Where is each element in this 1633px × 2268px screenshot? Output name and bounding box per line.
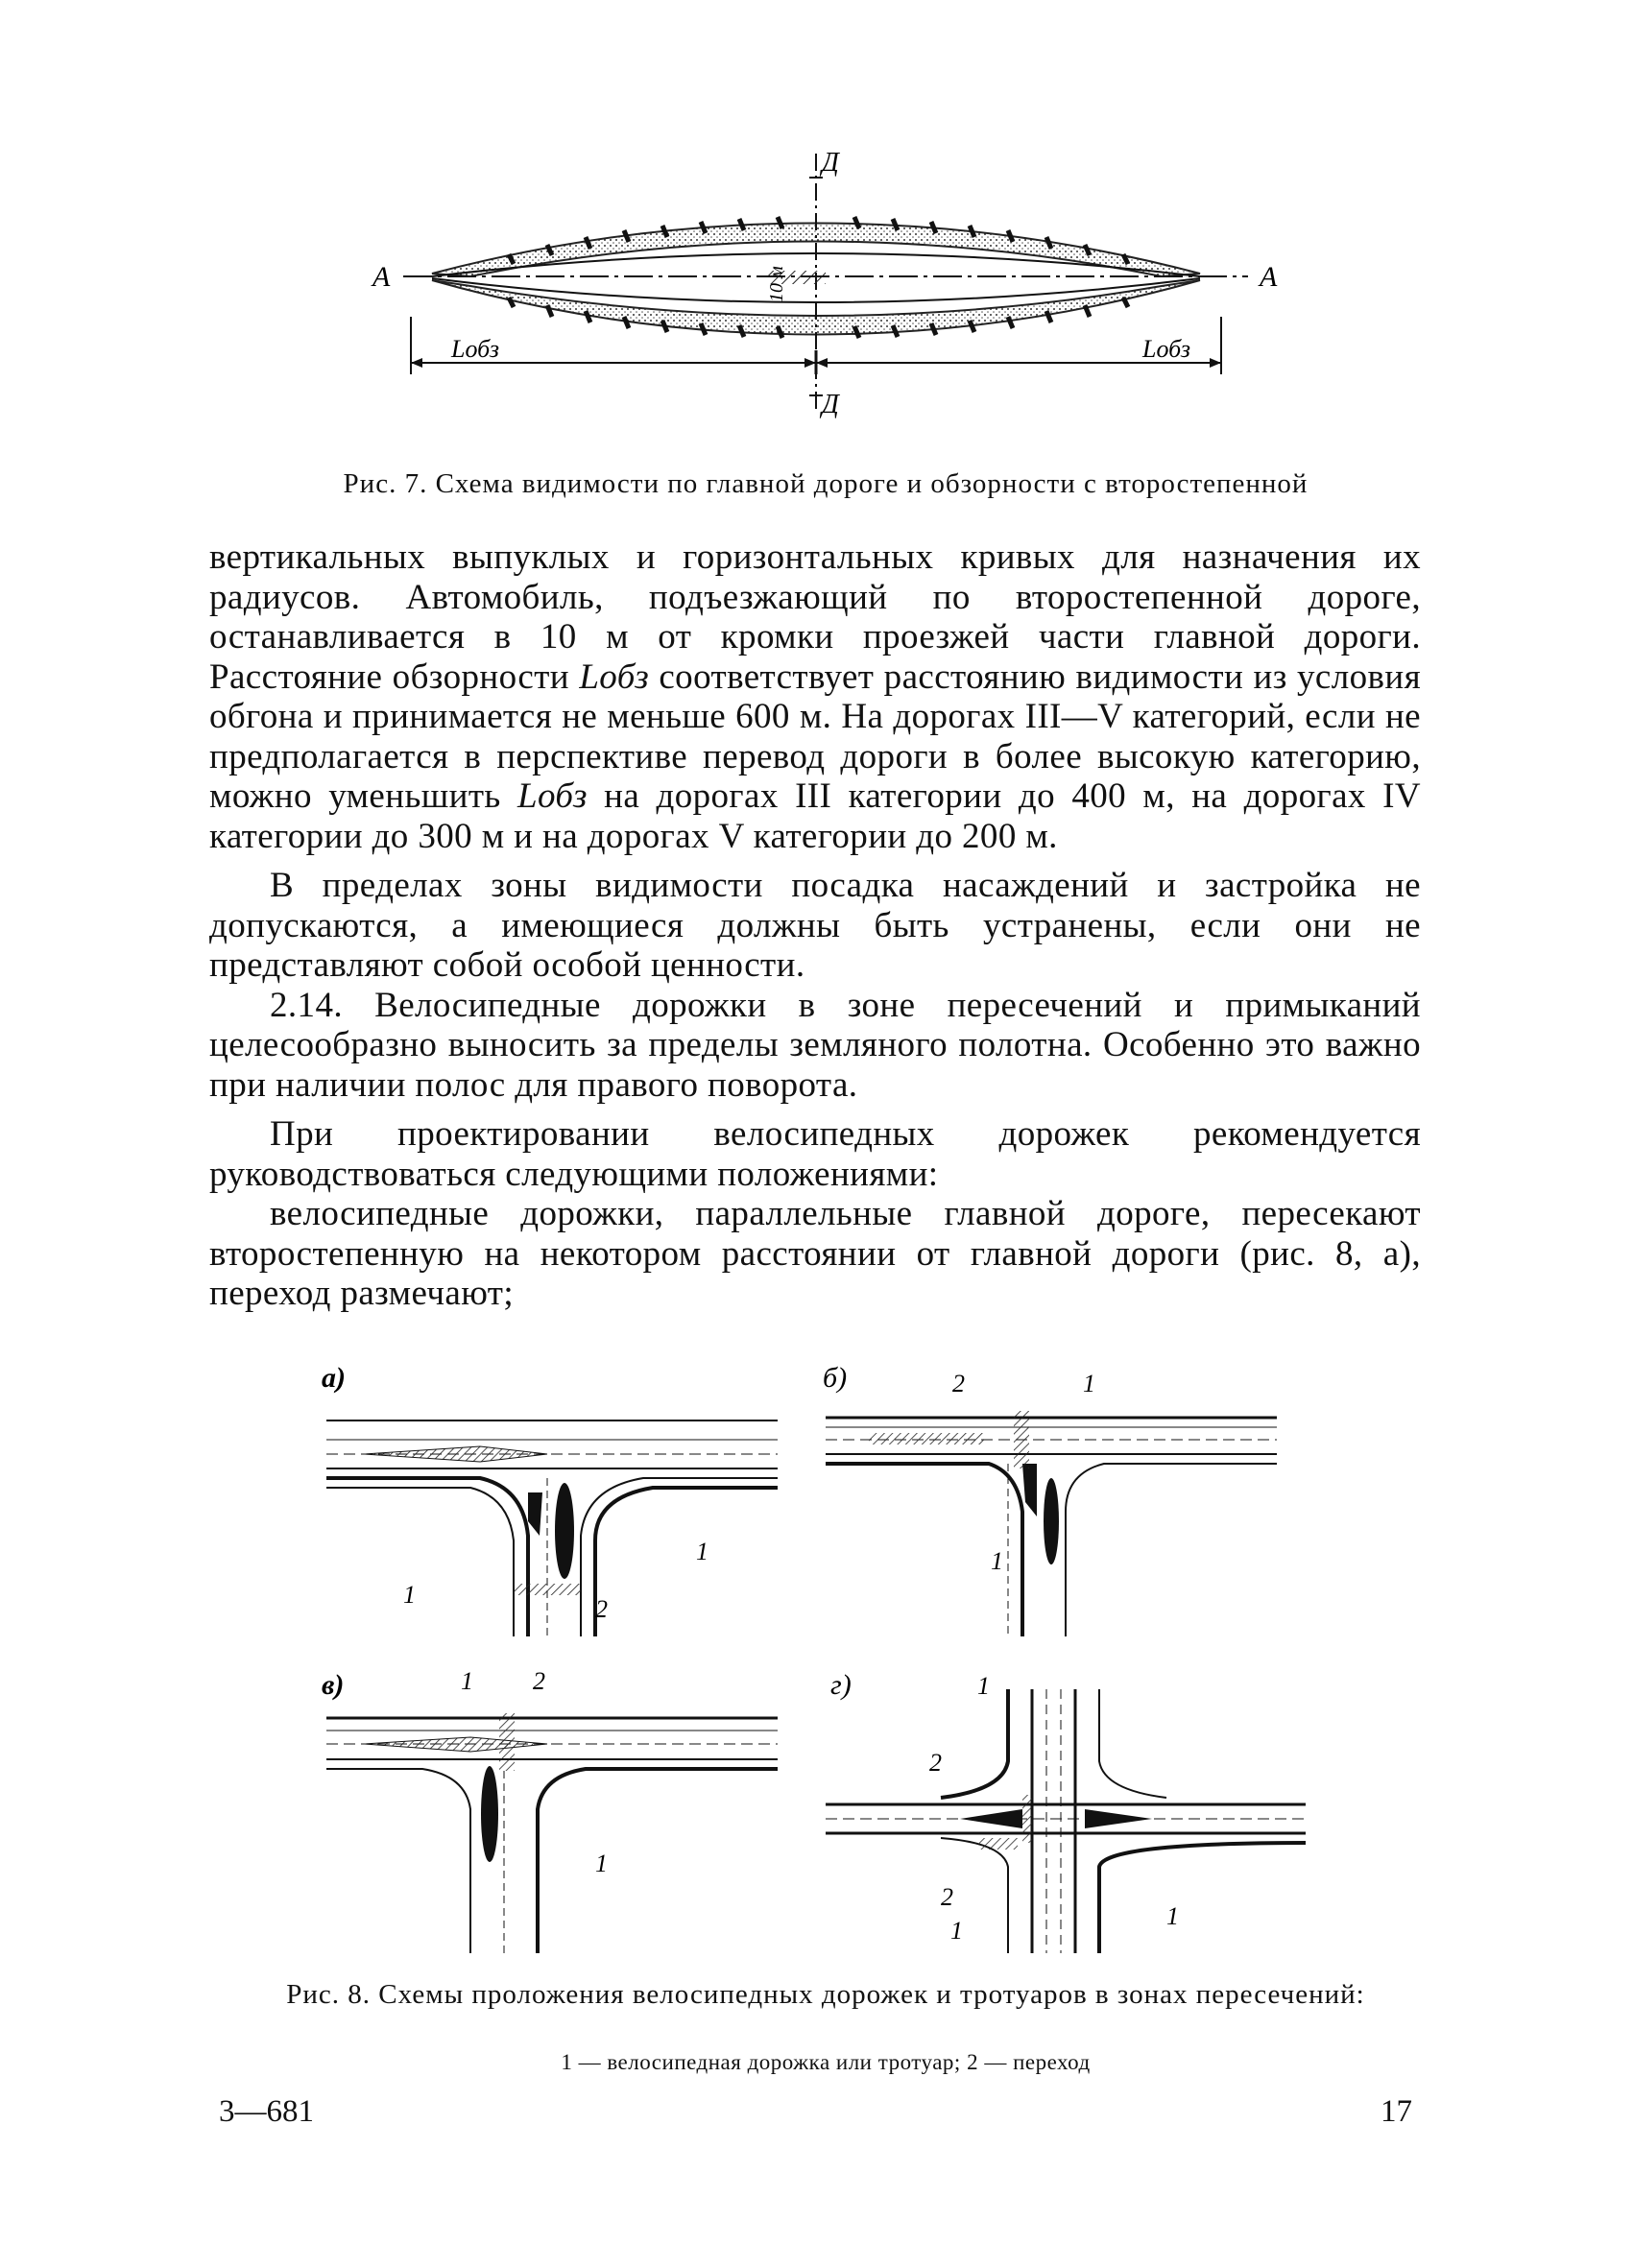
body-text [209,537,1421,1314]
mark-2: 2 [929,1749,942,1777]
label-l-right: Lобз [1142,335,1190,363]
panel-a [322,1362,778,1636]
figure-8-caption: Рис. 8. Схемы проложения велосипедных дорожек и тротуаров в зонах пересечений: [286,1979,1365,2010]
l-obz-formula: Lобз [579,657,650,697]
mark-1: 1 [696,1538,708,1565]
l-obz-formula: Lобз [517,776,588,816]
panel-v [322,1667,778,1953]
figure-8-legend: 1 — велосипедная дорожка или тротуар; 2 — переход [561,2050,1091,2074]
mark-2: 2 [533,1667,545,1695]
paragraph-1-part-a: вертикальных выпуклых и горизонтальных кривых для назначения их радиусов. Автомобиль, подъезжающий по второстепенной дороге, останавливается в 10 м от кромки проезжей части главной дороги. Расстояние обзорности [209,537,1421,697]
paragraph-2: В пределах зоны видимости посадка насаждений и застройка не допускаются, а имеющиеся должны быть устранены, если они не представляют собой особой ценности. [209,866,1421,985]
mark-2: 2 [941,1883,953,1911]
mark-1: 1 [461,1667,473,1695]
figure-8-drawing [307,1358,1440,1963]
paragraph-1 [209,537,1421,856]
mark-1: 1 [991,1547,1003,1575]
figure-8 [307,1358,1440,1963]
signature-code: 3—681 [219,2094,314,2129]
label-a-left: А [372,261,391,293]
mark-1: 1 [1166,1902,1179,1930]
panel-g-label: г) [830,1669,852,1701]
panel-a-label: а) [322,1362,346,1394]
mark-2: 2 [595,1595,608,1623]
label-d-bottom: Д [822,390,839,419]
label-offset: 10 м [766,266,787,302]
panel-v-label: в) [322,1669,345,1701]
mark-1: 1 [403,1581,416,1609]
label-d-top: Д [822,148,839,178]
mark-1: 1 [950,1917,963,1945]
paragraph-5: велосипедные дорожки, параллельные главной дороге, пересекают второстепенную на некотором расстоянии от главной дороги (рис. 8, а), переход размечают; [209,1194,1421,1313]
paragraph-1-part-b: соответствует расстоянию видимости из условия обгона и принимается не меньше 600 м. На дорогах III—V категорий, если не предполагается в перспективе перевод дороги в более высокую категорию, можно уменьшить [209,657,1421,816]
mark-1: 1 [595,1850,608,1877]
paragraph-4: При проектировании велосипедных дорожек рекомендуется руководствоваться следующими положениями: [209,1114,1421,1194]
paragraph-3: 2.14. Велосипедные дорожки в зоне пересечений и примыканий целесообразно выносить за пределы земляного полотна. Особенно это важно при наличии полос для правого поворота. [209,985,1421,1105]
label-l-left: Lобз [451,335,499,363]
panel-b-label: б) [823,1362,848,1394]
figure-7-caption: Рис. 7. Схема видимости по главной дороге и обзорности с второстепенной [343,468,1309,499]
page-number: 17 [1381,2094,1412,2129]
mark-1: 1 [1083,1370,1095,1397]
panel-b [823,1362,1277,1636]
panel-g [826,1669,1306,1953]
figure-7-drawing [355,134,1296,422]
figure-7 [355,134,1296,422]
mark-1: 1 [977,1672,990,1700]
paragraph-1-part-c: на дорогах III категории до 400 м, на дорогах IV категории до 300 м и на дорогах V категории до 200 м. [209,776,1422,856]
label-a-right: А [1260,261,1278,293]
mark-2: 2 [952,1370,965,1397]
